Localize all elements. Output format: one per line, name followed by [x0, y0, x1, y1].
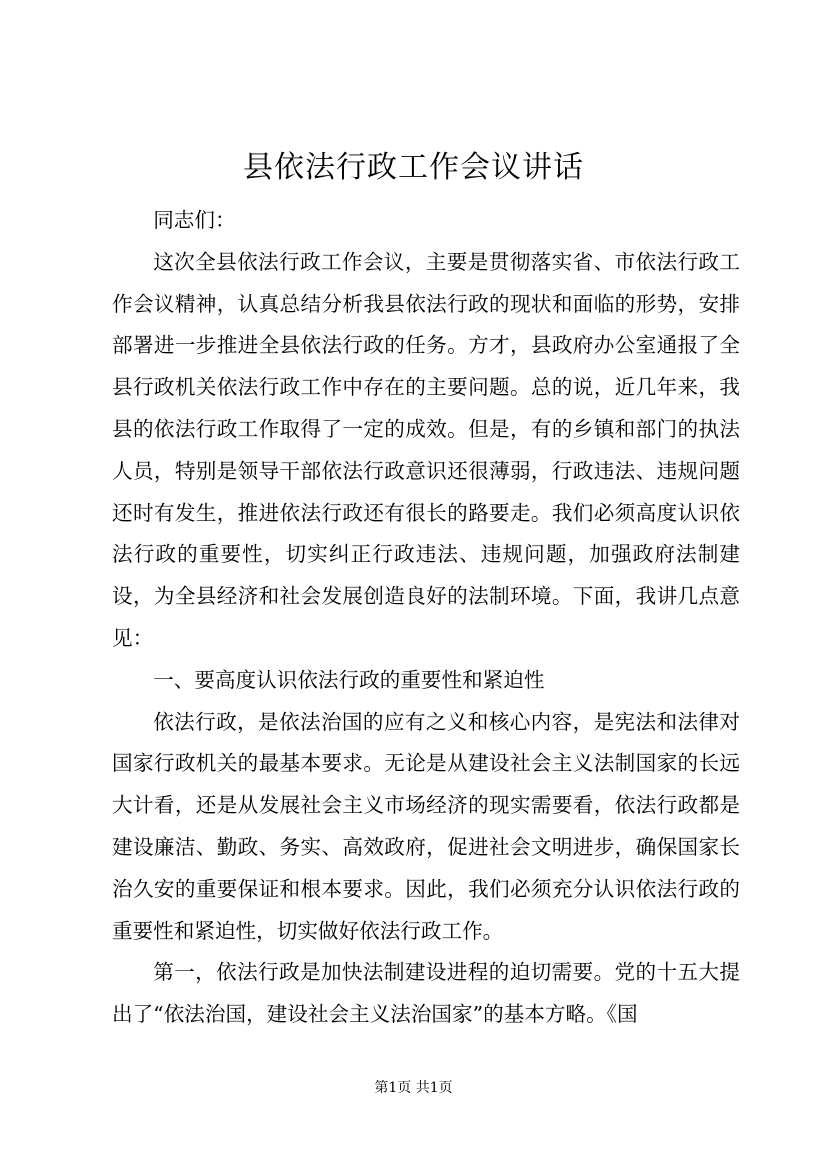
- page-footer: 第1页 共1页: [374, 1080, 453, 1096]
- section-heading-1: 一、要高度认识依法行政的重要性和紧迫性: [153, 667, 545, 692]
- paragraph-point-1: 第一，依法行政是加快法制建设进程的迫切需要。党的十五大提出了“依法治国，建设社会主义法治国家”的基本方略。《国: [112, 960, 740, 1027]
- paragraph-section-1: 依法行政，是依法治国的应有之义和核心内容，是宪法和法律对国家行政机关的最基本要求。无论是从建设社会主义法制国家的长远大计看，还是从发展社会主义市场经济的现实需要看，依法行政都是建设廉洁、勤政、务实、高效政府，促进社会文明进步，确保国家长治久安的重要保证和根本要求。因此，我们必须充分认识依法行政的重要性和紧迫性，切实做好依法行政工作。: [112, 709, 740, 943]
- document-title: 县依法行政工作会议讲话: [243, 150, 584, 185]
- salutation: 同志们：: [153, 208, 236, 232]
- paragraph-intro: 这次全县依法行政工作会议，主要是贯彻落实省、市依法行政工作会议精神，认真总结分析我县依法行政的现状和面临的形势，安排部署进一步推进全县依法行政的任务。方才，县政府办公室通报了全县行政机关依法行政工作中存在的主要问题。总的说，近几年来，我县的依法行政工作取得了一定的成效。但是，有的乡镇和部门的执法人员，特别是领导干部依法行政意识还很薄弱，行政违法、违规问题还时有发生，推进依法行政还有很长的路要走。我们必须高度认识依法行政的重要性，切实纠正行政违法、违规问题，加强政府法制建设，为全县经济和社会发展创造良好的法制环境。下面，我讲几点意见：: [112, 249, 740, 650]
- document-body: [112, 200, 740, 1036]
